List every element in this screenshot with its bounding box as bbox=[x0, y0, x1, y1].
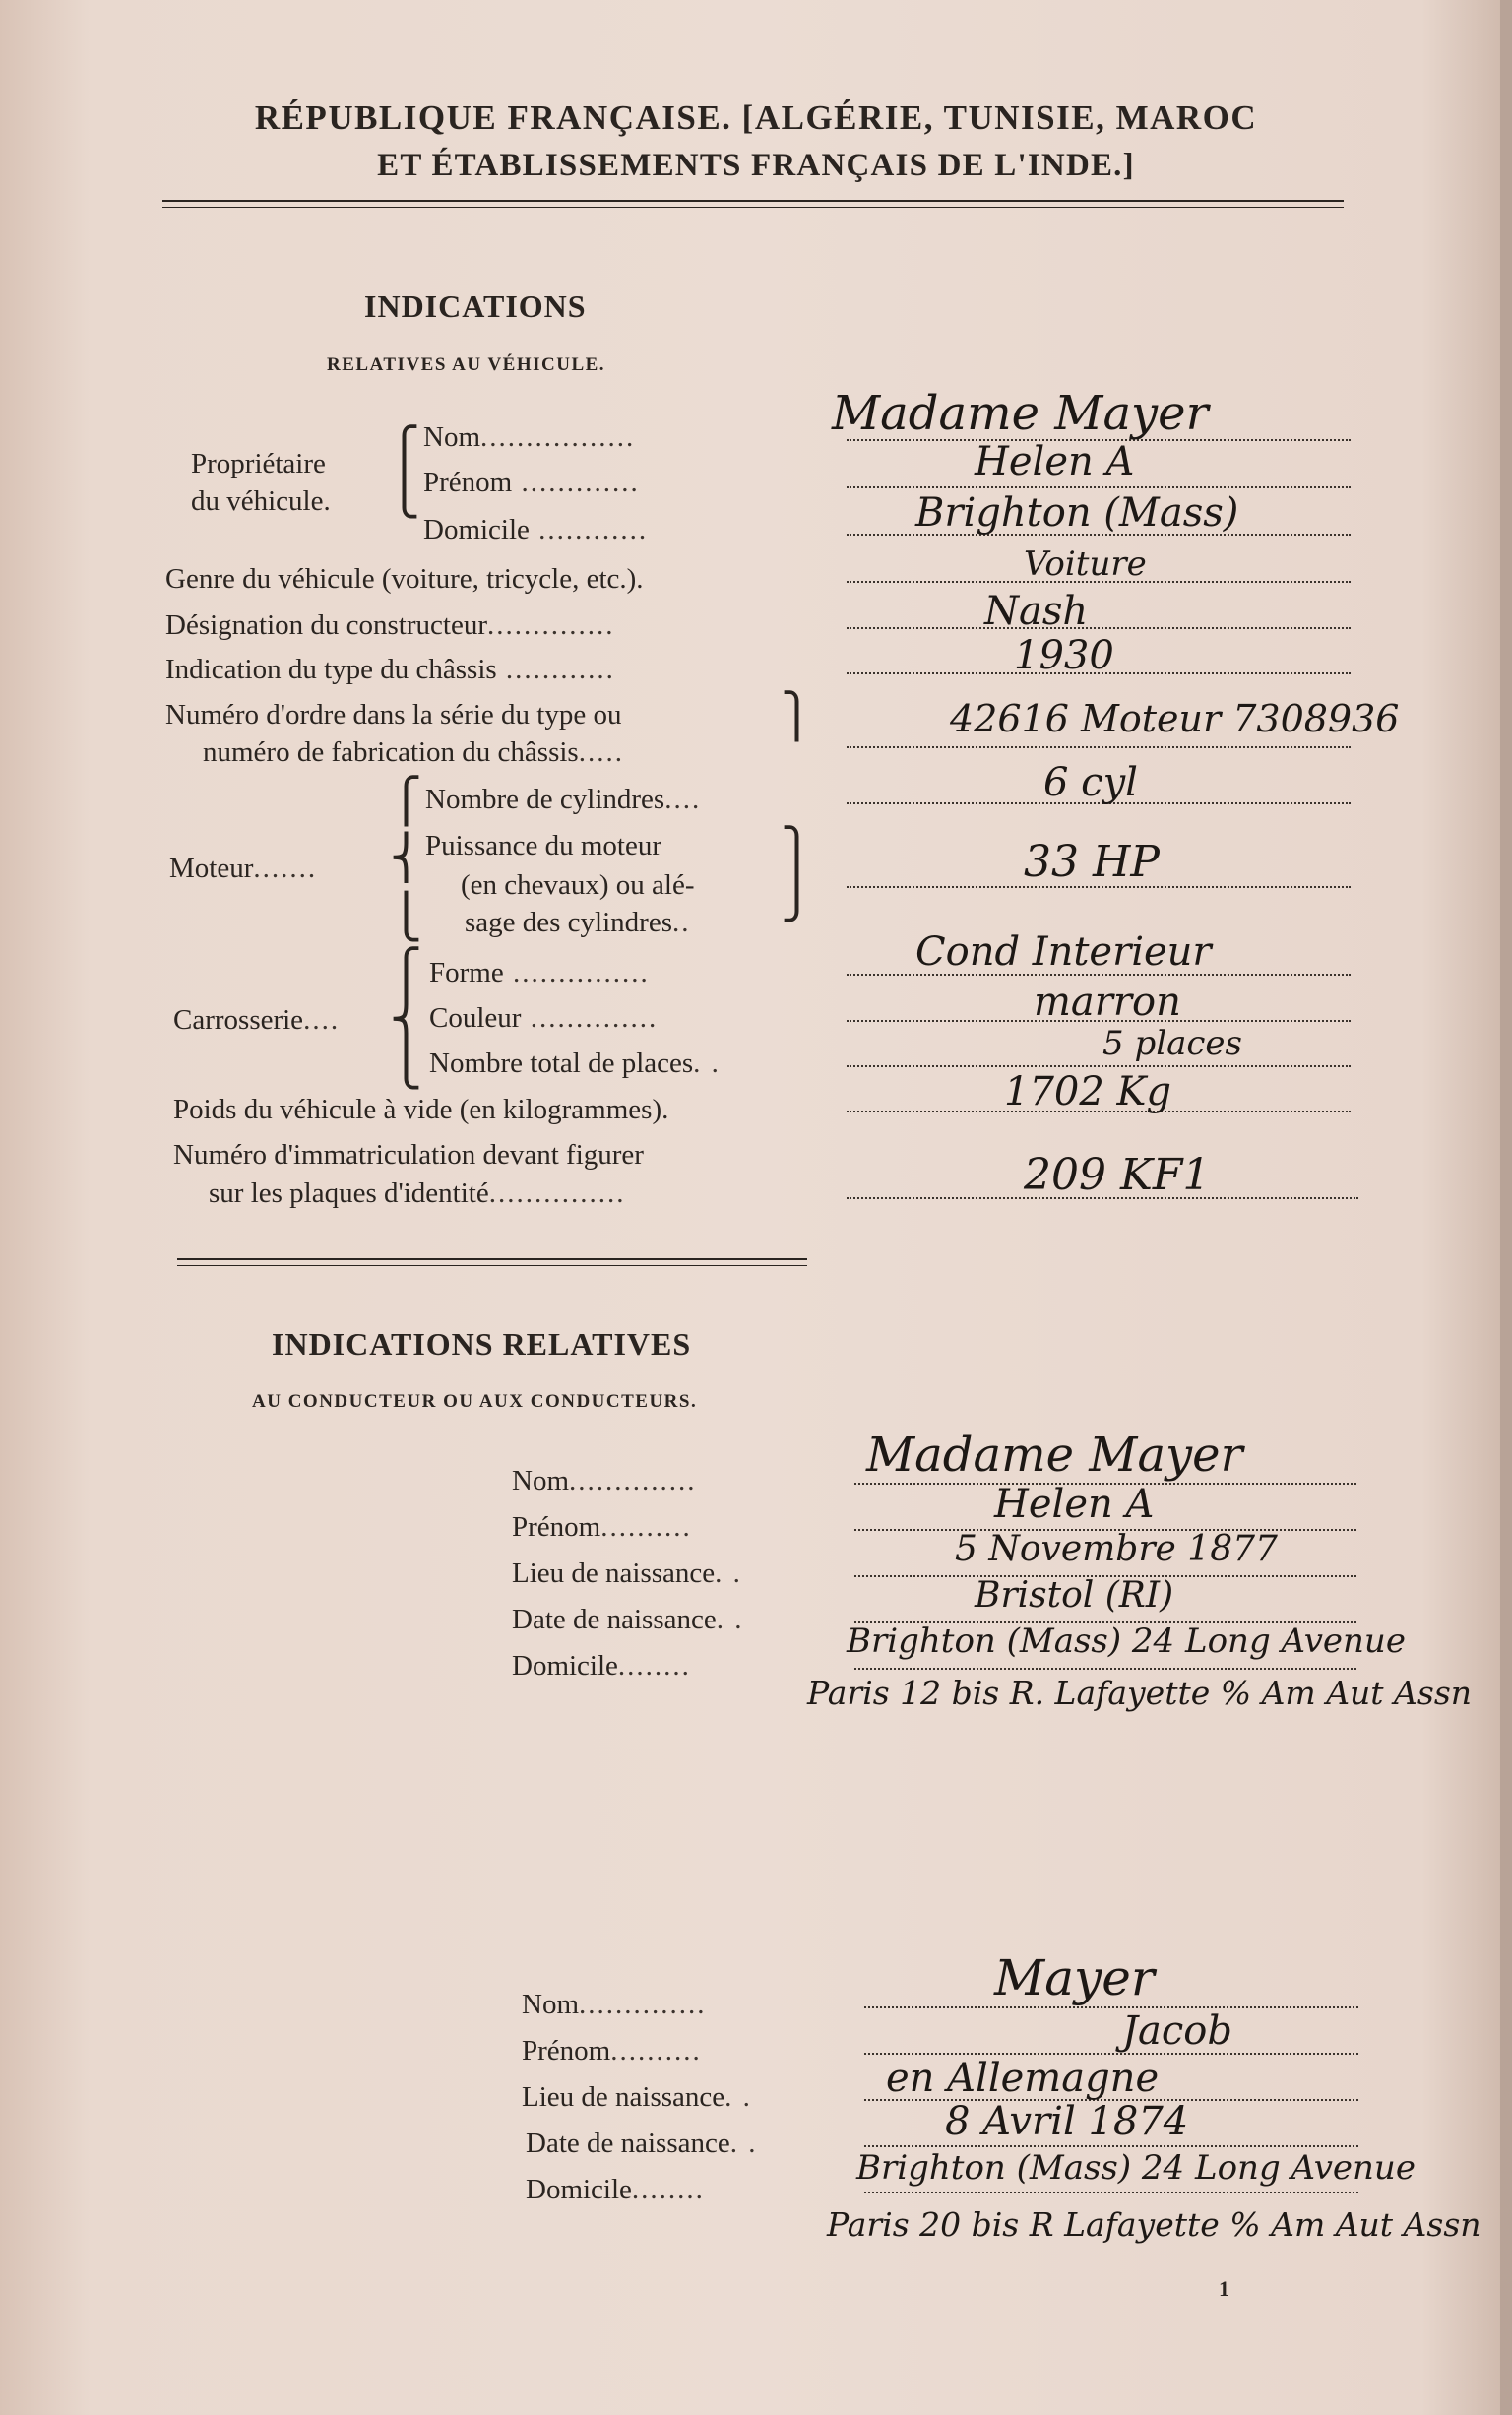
driver2-value-nom: Mayer bbox=[994, 1949, 1155, 2006]
value-domicile: Brighton (Mass) bbox=[915, 490, 1239, 536]
driver2-value-prenom: Jacob bbox=[1122, 2008, 1232, 2054]
header-rule-1 bbox=[162, 200, 1344, 202]
header-rule-2 bbox=[162, 207, 1344, 208]
value-genre: Voiture bbox=[1024, 544, 1147, 584]
driver2-value-domicile-2: Paris 20 bis R Lafayette % Am Aut Assn bbox=[827, 2205, 1481, 2244]
driver2-date-label: Date de naissance. . bbox=[526, 2128, 758, 2159]
header-line-1: RÉPUBLIQUE FRANÇAISE. [ALGÉRIE, TUNISIE, MAROC bbox=[254, 98, 1258, 137]
vehicle-section-title: INDICATIONS bbox=[364, 288, 587, 324]
driver1-domicile-label: Domicile........ bbox=[512, 1650, 691, 1682]
value-poids: 1702 Kg bbox=[1004, 1069, 1171, 1114]
moteur-label: Moteur....... bbox=[169, 853, 318, 884]
chassis-type-label: Indication du type du châssis ............ bbox=[165, 654, 615, 685]
carrosserie-label: Carrosserie.... bbox=[173, 1004, 341, 1036]
constructeur-label: Désignation du constructeur.............. bbox=[165, 609, 615, 641]
value-immat: 209 KF1 bbox=[1024, 1150, 1211, 1200]
page-number: 1 bbox=[1219, 2276, 1229, 2301]
carrosserie-brace-mid: ⎨ bbox=[390, 995, 422, 1044]
puissance-label-1: Puissance du moteur bbox=[425, 830, 662, 861]
header-line-2: ET ÉTABLISSEMENTS FRANÇAIS DE L'INDE.] bbox=[377, 148, 1135, 183]
couleur-label: Couleur .............. bbox=[429, 1002, 659, 1034]
drivers-section-title: INDICATIONS RELATIVES bbox=[272, 1326, 692, 1362]
puissance-label-2: (en chevaux) ou alé- bbox=[461, 869, 695, 901]
driver2-domicile-label: Domicile........ bbox=[526, 2174, 705, 2205]
numero-ordre-label-2: numéro de fabrication du châssis..... bbox=[203, 736, 624, 768]
immat-label-2: sur les plaques d'identité............... bbox=[209, 1177, 626, 1209]
value-chassis-type: 1930 bbox=[1014, 633, 1114, 678]
driver1-prenom-label: Prénom.......... bbox=[512, 1511, 692, 1543]
owner-brace-2: ⎩ bbox=[388, 470, 420, 518]
forme-label: Forme ............... bbox=[429, 957, 650, 988]
driver1-nom-label: Nom.............. bbox=[512, 1465, 697, 1496]
driver2-value-lieu: en Allemagne bbox=[886, 2056, 1160, 2101]
driver1-value-nom: Madame Mayer bbox=[866, 1428, 1243, 1483]
value-prenom: Helen A bbox=[975, 439, 1135, 484]
genre-label: Genre du véhicule (voiture, tricycle, etc.). bbox=[165, 563, 644, 595]
driver1-value-date: Bristol (RI) bbox=[975, 1575, 1174, 1616]
places-label: Nombre total de places. . bbox=[429, 1048, 721, 1079]
section-rule-2 bbox=[177, 1265, 807, 1266]
owner-label-2: du véhicule. bbox=[191, 485, 331, 517]
owner-nom-label: Nom................. bbox=[423, 421, 636, 453]
value-places: 5 places bbox=[1102, 1024, 1242, 1063]
driver2-value-domicile-1: Brighton (Mass) 24 Long Avenue bbox=[856, 2148, 1416, 2188]
value-nom: Madame Mayer bbox=[832, 386, 1209, 441]
value-numero-ordre: 42616 Moteur 7308936 bbox=[950, 697, 1400, 740]
driver2-nom-label: Nom.............. bbox=[522, 1989, 707, 2020]
driver1-value-prenom: Helen A bbox=[994, 1482, 1155, 1527]
numero-ordre-brace: ⎫ bbox=[781, 692, 813, 740]
puissance-brace-top: ⎫ bbox=[781, 827, 813, 875]
value-forme: Cond Interieur bbox=[915, 929, 1212, 975]
owner-brace-1: ⎧ bbox=[388, 426, 420, 475]
value-constructeur: Nash bbox=[984, 589, 1089, 634]
value-cylindres: 6 cyl bbox=[1043, 760, 1138, 805]
moteur-brace-bottom: ⎩ bbox=[390, 893, 422, 941]
answer-line-numero bbox=[847, 746, 1351, 748]
immat-label-1: Numéro d'immatriculation devant figurer bbox=[173, 1139, 644, 1171]
driver2-value-date: 8 Avril 1874 bbox=[945, 2099, 1189, 2144]
owner-prenom-label: Prénom ............. bbox=[423, 467, 640, 498]
moteur-brace-top: ⎧ bbox=[390, 777, 422, 825]
driver2-prenom-label: Prénom.......... bbox=[522, 2035, 702, 2066]
driver2-line-domicile bbox=[864, 2192, 1358, 2193]
puissance-brace-bottom: ⎭ bbox=[781, 873, 813, 922]
owner-domicile-label: Domicile ............ bbox=[423, 514, 649, 545]
driver2-line-nom bbox=[864, 2006, 1358, 2008]
driver1-lieu-label: Lieu de naissance. . bbox=[512, 1557, 742, 1589]
answer-line-constructeur bbox=[847, 627, 1351, 629]
drivers-section-subtitle: AU CONDUCTEUR OU AUX CONDUCTEURS. bbox=[252, 1391, 698, 1412]
page-edge bbox=[1500, 0, 1512, 2415]
driver1-value-lieu: 5 Novembre 1877 bbox=[955, 1529, 1278, 1569]
driver1-value-domicile-1: Brighton (Mass) 24 Long Avenue bbox=[847, 1621, 1406, 1661]
moteur-brace-mid: ⎨ bbox=[390, 834, 422, 882]
carrosserie-brace-top: ⎧ bbox=[390, 948, 422, 996]
numero-ordre-label-1: Numéro d'ordre dans la série du type ou bbox=[165, 699, 622, 731]
section-rule-1 bbox=[177, 1258, 807, 1260]
answer-line-places bbox=[847, 1065, 1351, 1067]
owner-label-1: Propriétaire bbox=[191, 448, 326, 479]
value-couleur: marron bbox=[1034, 980, 1181, 1025]
poids-label: Poids du véhicule à vide (en kilogrammes). bbox=[173, 1094, 669, 1125]
driver1-line-domicile bbox=[854, 1668, 1356, 1670]
driver1-value-domicile-2: Paris 12 bis R. Lafayette % Am Aut Assn bbox=[807, 1674, 1473, 1712]
driver2-line-prenom bbox=[864, 2053, 1358, 2055]
driver2-lieu-label: Lieu de naissance. . bbox=[522, 2081, 752, 2113]
carrosserie-brace-bottom: ⎩ bbox=[390, 1041, 422, 1089]
driver1-date-label: Date de naissance. . bbox=[512, 1604, 744, 1635]
driver2-line-date bbox=[864, 2145, 1358, 2147]
vehicle-section-subtitle: RELATIVES AU VÉHICULE. bbox=[327, 354, 606, 375]
puissance-label-3: sage des cylindres.. bbox=[465, 907, 691, 938]
answer-line-prenom bbox=[847, 486, 1351, 488]
cylindres-label: Nombre de cylindres.... bbox=[425, 784, 702, 815]
value-puissance: 33 HP bbox=[1024, 837, 1160, 887]
